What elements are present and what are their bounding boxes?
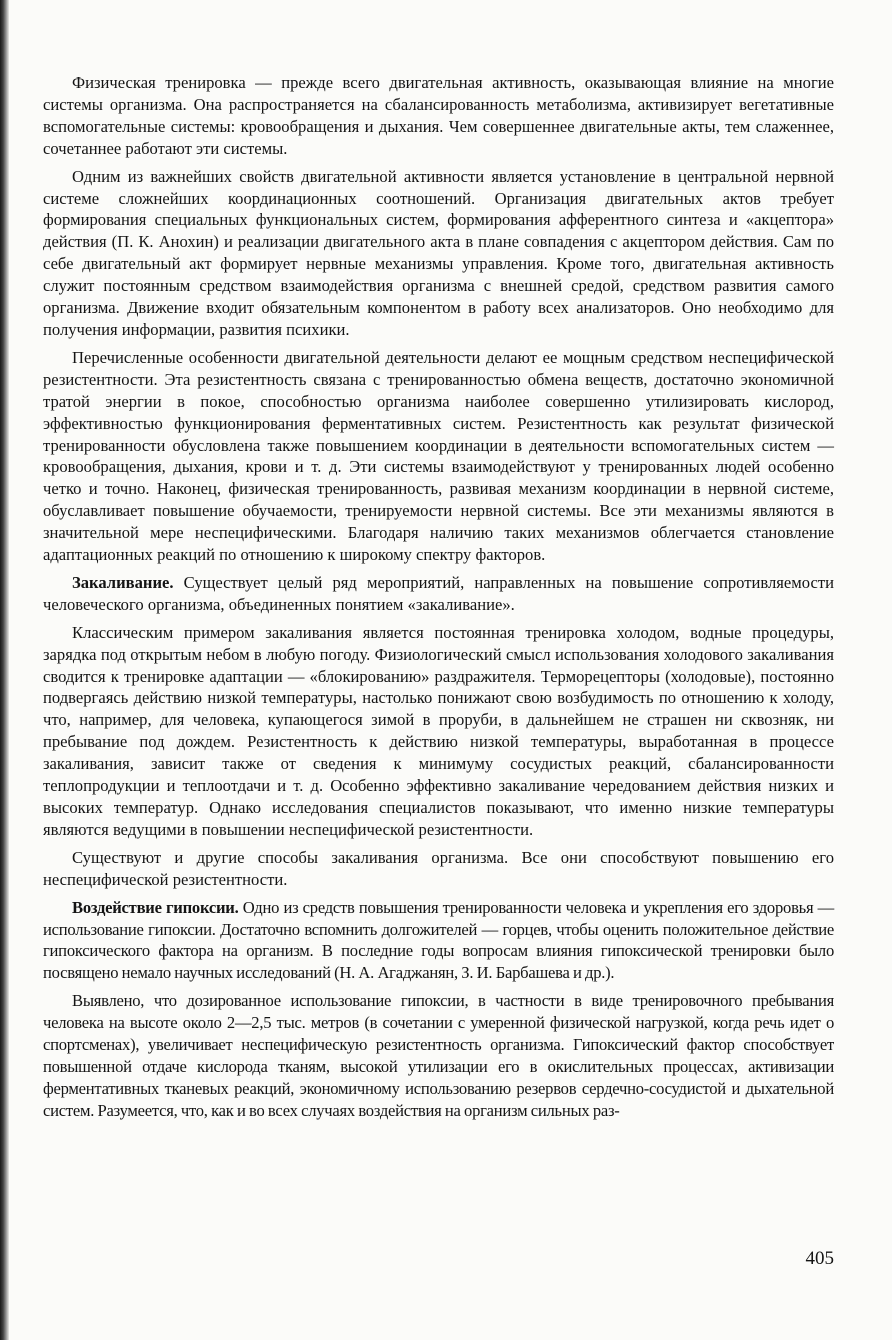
body-text (43, 72, 834, 1128)
paragraph-text: Выявлено, что дозированное использование гипоксии, в частности в виде тренировочного пребывания человека на высоте около 2—2,5 тыс. метров (в сочетании с умеренной физической нагрузкой, когда речь идет о спортсменах), увеличивает неспецифическую резистентность организма. Гипоксический фактор способствует повышенной отдаче кислорода тканям, высокой утилизации его в окислительных процессах, активизации ферментативных тканевых реакций, экономичному использованию резервов сердечно-сосудистой и дыхательной систем. Разумеется, что, как и во всех случаях воздействия на организм сильных раз- (43, 991, 834, 1120)
book-spine-shadow (0, 0, 9, 1340)
paragraph-text: Существует целый ряд мероприятий, направленных на повышение сопротивляемости человеческого организма, объединенных понятием «закаливание». (43, 572, 834, 614)
paragraph-text: Одно из средств повышения тренированности человека и укрепления его здоровья — использование гипоксии. Достаточно вспомнить долгожителей — горцев, чтобы оценить положительное действие гипоксического фактора на организм. В последние годы вопросам влияния гипоксической тренировки было посвящено немало научных исследований (Н. А. Агаджанян, З. И. Барбашева и др.). (43, 897, 834, 983)
paragraph (43, 347, 834, 566)
section-heading: Воздействие гипоксии. (72, 897, 239, 917)
paragraph-text: Существуют и другие способы закаливания организма. Все они способствуют повышению его неспецифической резистентности. (43, 847, 834, 889)
paragraph (43, 897, 834, 985)
paragraph (43, 572, 834, 616)
paragraph-text: Классическим примером закаливания является постоянная тренировка холодом, водные процедуры, зарядка под открытым небом в любую погоду. Физиологический смысл использования холодового закаливания сводится к тренировке адаптации — «блокированию» раздражителя. Терморецепторы (холодовые), постоянно подвергаясь действию низкой температуры, настолько понижают свою возбудимость по отношению к холоду, что, например, для человека, купающегося зимой в проруби, в дальнейшем не страшен ни сквозняк, ни пребывание под дождем. Резистентность к действию низкой температуры, выработанная в процессе закаливания, зависит также от сведения к минимуму сосудистых реакций, сбалансированности теплопродукции и теплоотдачи и т. д. Особенно эффективно закаливание чередованием действия низких и высоких температур. Однако исследования специалистов показывают, что именно низкие температуры являются ведущими в повышении неспецифической резистентности. (43, 622, 834, 839)
page-number: 405 (805, 1248, 834, 1269)
paragraph-text: Одним из важнейших свойств двигательной активности является установление в центральной нервной системе сложнейших координационных соотношений. Организация двигательных актов требует формирования специальных функциональных систем, формирования афферентного синтеза и «акцептора» действия (П. К. Анохин) и реализации двигательного акта в плане совпадения с акцептором действия. Сам по себе двигательный акт формирует нервные механизмы управления. Кроме того, двигательная активность служит постоянным средством взаимодействия организма с внешней средой, средством развития самого организма. Движение входит обязательным компонентом в работу всех анализаторов. Оно необходимо для получения информации, развития психики. (43, 166, 834, 339)
section-heading: Закаливание. (72, 572, 174, 592)
paragraph-text: Перечисленные особенности двигательной деятельности делают ее мощным средством неспецифической резистентности. Эта резистентность связана с тренированностью обмена веществ, достаточно экономичной тратой энергии в покое, способностью организма наиболее совершенно утилизировать кислород, эффективностью функционирования ферментативных систем. Резистентность как результат физической тренированности обусловлена также повышением координации в деятельности вспомогательных систем — кровообращения, дыхания, крови и т. д. Эти системы взаимодействуют у тренированных людей особенно четко и точно. Наконец, физическая тренированность, развивая механизм координации в нервной системе, обуславливает повышение обучаемости, тренируемости нервной системы. Все эти механизмы являются в значительной мере неспецифическими. Благодаря наличию таких механизмов облегчается становление адаптационных реакций по отношению к широкому спектру факторов. (43, 347, 834, 565)
paragraph (43, 622, 834, 841)
paragraph (43, 847, 834, 891)
paragraph-text: Физическая тренировка — прежде всего двигательная активность, оказывающая влияние на многие системы организма. Она распространяется на сбалансированность метаболизма, активизирует вегетативные вспомогательные системы: кровообращения и дыхания. Чем совершеннее двигательные акты, тем слаженнее, сочетаннее работают эти системы. (43, 73, 834, 158)
paragraph (43, 990, 834, 1121)
paragraph (43, 166, 834, 341)
paragraph (43, 72, 834, 160)
